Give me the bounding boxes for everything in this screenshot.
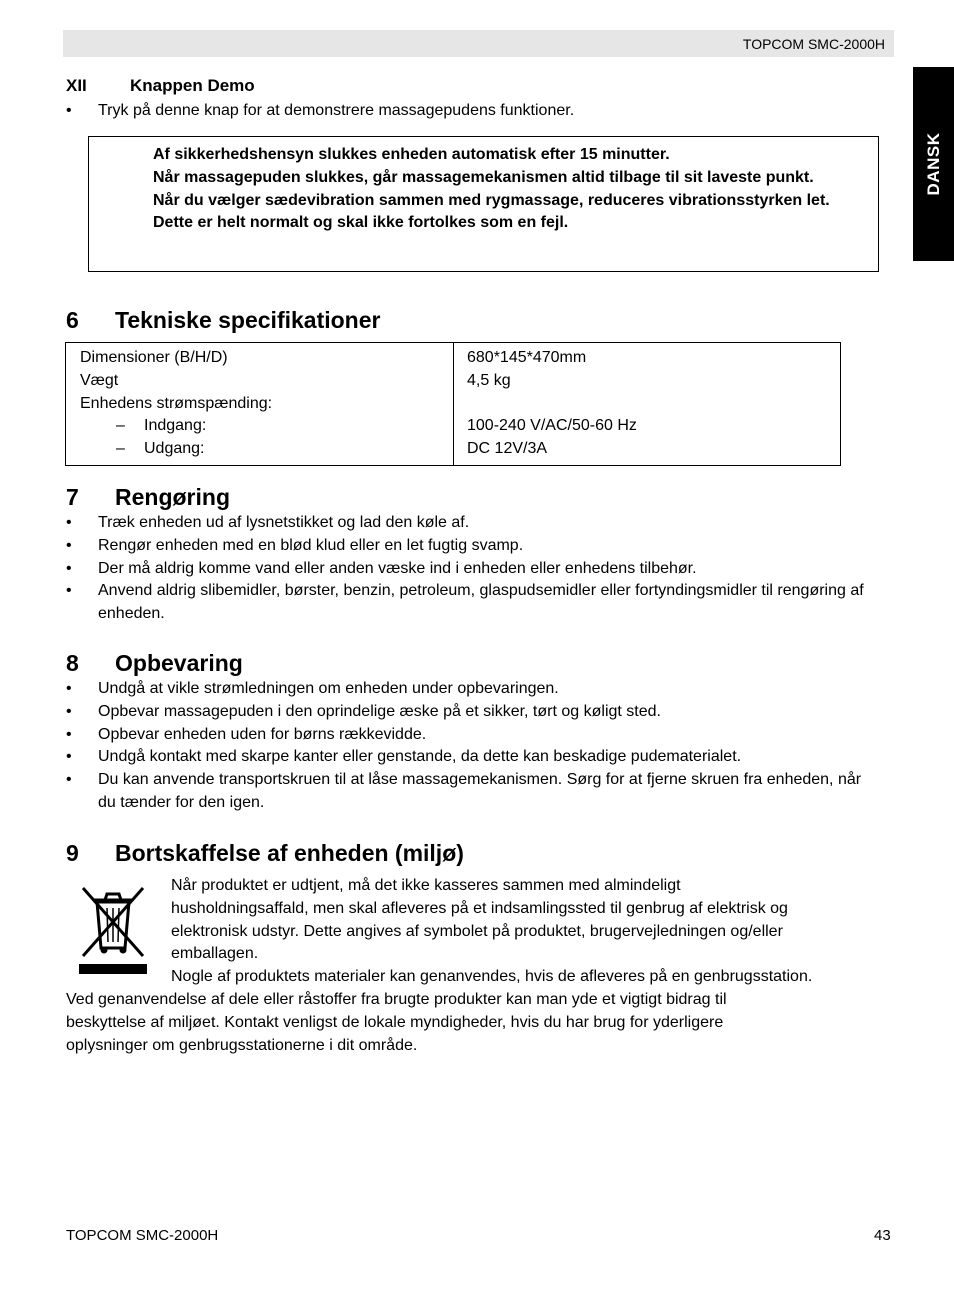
section-xii-heading (66, 76, 255, 96)
section-9-title: Bortskaffelse af enheden (miljø) (115, 840, 464, 866)
safety-note-text (153, 144, 853, 235)
spec-table (65, 342, 841, 466)
spec-values (467, 347, 637, 461)
section-xii-number: XII (66, 76, 87, 95)
disposal-text-full (66, 989, 896, 1057)
language-tab-label: DANSK (923, 132, 943, 196)
table-divider (453, 343, 454, 465)
list-item: • Der må aldrig komme vand eller anden væske ind i enheden eller enhedens tilbehør. (66, 558, 876, 581)
section-xii-list (66, 100, 886, 123)
spec-value (467, 393, 637, 416)
note-line: Når du vælger sædevibration sammen med rygmassage, reduceres vibrationsstyrken let. Dette er helt normalt og skal ikke fortolkes som en fejl. (153, 191, 830, 232)
footer-title: TOPCOM SMC-2000H (66, 1227, 219, 1244)
paragraph-line: Nogle af produktets materialer kan genanvendes, hvis de afleveres på en genbrugsstation. (171, 968, 813, 986)
section-6-heading (66, 307, 380, 334)
spec-label: Dimensioner (B/H/D) (80, 349, 228, 366)
list-item: • Opbevar enheden uden for børns rækkevidde. (66, 724, 866, 747)
note-line: Af sikkerhedshensyn slukkes enheden automatisk efter 15 minutter. (153, 146, 670, 163)
spec-label: Enhedens strømspænding: (80, 394, 273, 412)
paragraph-line: emballagen. (171, 945, 259, 963)
page-number: 43 (874, 1227, 891, 1244)
spec-label: Vægt (80, 371, 119, 389)
section-7-number: 7 (66, 484, 79, 510)
disposal-text-indented (171, 875, 901, 989)
section-7-title: Rengøring (115, 484, 230, 510)
section-9-heading (66, 840, 464, 867)
section-7-list (66, 512, 876, 626)
spec-sub-label (80, 415, 272, 438)
section-9-number: 9 (66, 840, 79, 866)
list-item: • Du kan anvende transportskruen til at låse massagemekanismen. Sørg for at fjerne skruen fra enheden, når du tænder for den igen. (66, 769, 866, 815)
paragraph-line: husholdningsaffald, men skal afleveres på et indsamlingssted til genbrug af elektrisk og (171, 899, 788, 917)
spec-value: DC 12V/3A (467, 440, 548, 458)
spec-value: 680*145*470mm (467, 349, 587, 366)
paragraph-line: beskyttelse af miljøet. Kontakt venligst de lokale myndigheder, hvis du har brug for yderligere (66, 1013, 724, 1031)
list-item: • Opbevar massagepuden i den oprindelige æske på et sikker, tørt og køligt sted. (66, 701, 866, 724)
section-6-title: Tekniske specifikationer (115, 307, 381, 333)
paragraph-line: Når produktet er udtjent, må det ikke kasseres sammen med almindeligt (171, 877, 681, 894)
list-item: • Rengør enheden med en blød klud eller en let fugtig svamp. (66, 535, 876, 558)
paragraph-line: Ved genanvendelse af dele eller råstoffer fra brugte produkter kan man yde et vigtigt bidrag til (66, 991, 727, 1008)
header-title: TOPCOM SMC-2000H (742, 36, 885, 52)
spec-labels (80, 347, 272, 461)
section-7-heading (66, 484, 230, 511)
note-line: Når massagepuden slukkes, går massagemekanismen altid tilbage til sit laveste punkt. (153, 168, 814, 186)
spec-value: 4,5 kg (467, 371, 511, 389)
paragraph-line: oplysninger om genbrugsstationerne i dit område. (66, 1036, 418, 1054)
section-6-number: 6 (66, 307, 79, 333)
section-8-list (66, 678, 866, 815)
section-8-heading (66, 650, 243, 677)
spec-value: 100-240 V/AC/50-60 Hz (467, 417, 637, 435)
spec-sub-label (80, 438, 272, 461)
list-item: • Undgå kontakt med skarpe kanter eller genstande, da dette kan beskadige pudematerialet. (66, 746, 866, 769)
page-header (63, 30, 894, 57)
safety-note-box (88, 136, 879, 272)
list-item: • Træk enheden ud af lysnetstikket og lad den køle af. (66, 512, 876, 535)
list-item: • Anvend aldrig slibemidler, børster, benzin, petroleum, glaspudsemidler eller fortyndingsmidler til rengøring af enheden. (66, 580, 876, 626)
section-8-title: Opbevaring (115, 650, 243, 676)
paragraph-line: elektronisk udstyr. Dette angives af symbolet på produktet, brugervejledningen og/eller (171, 922, 783, 940)
section-8-number: 8 (66, 650, 79, 676)
crossed-out-wheelie-bin-icon (77, 880, 149, 976)
spec-label: Udgang: (144, 440, 205, 458)
spec-label: Indgang: (144, 417, 207, 435)
list-item: • Tryk på denne knap for at demonstrere massagepudens funktioner. (66, 100, 886, 123)
list-item: • Undgå at vikle strømledningen om enheden under opbevaringen. (66, 678, 866, 701)
language-tab (913, 67, 954, 261)
section-xii-title: Knappen Demo (130, 76, 255, 95)
